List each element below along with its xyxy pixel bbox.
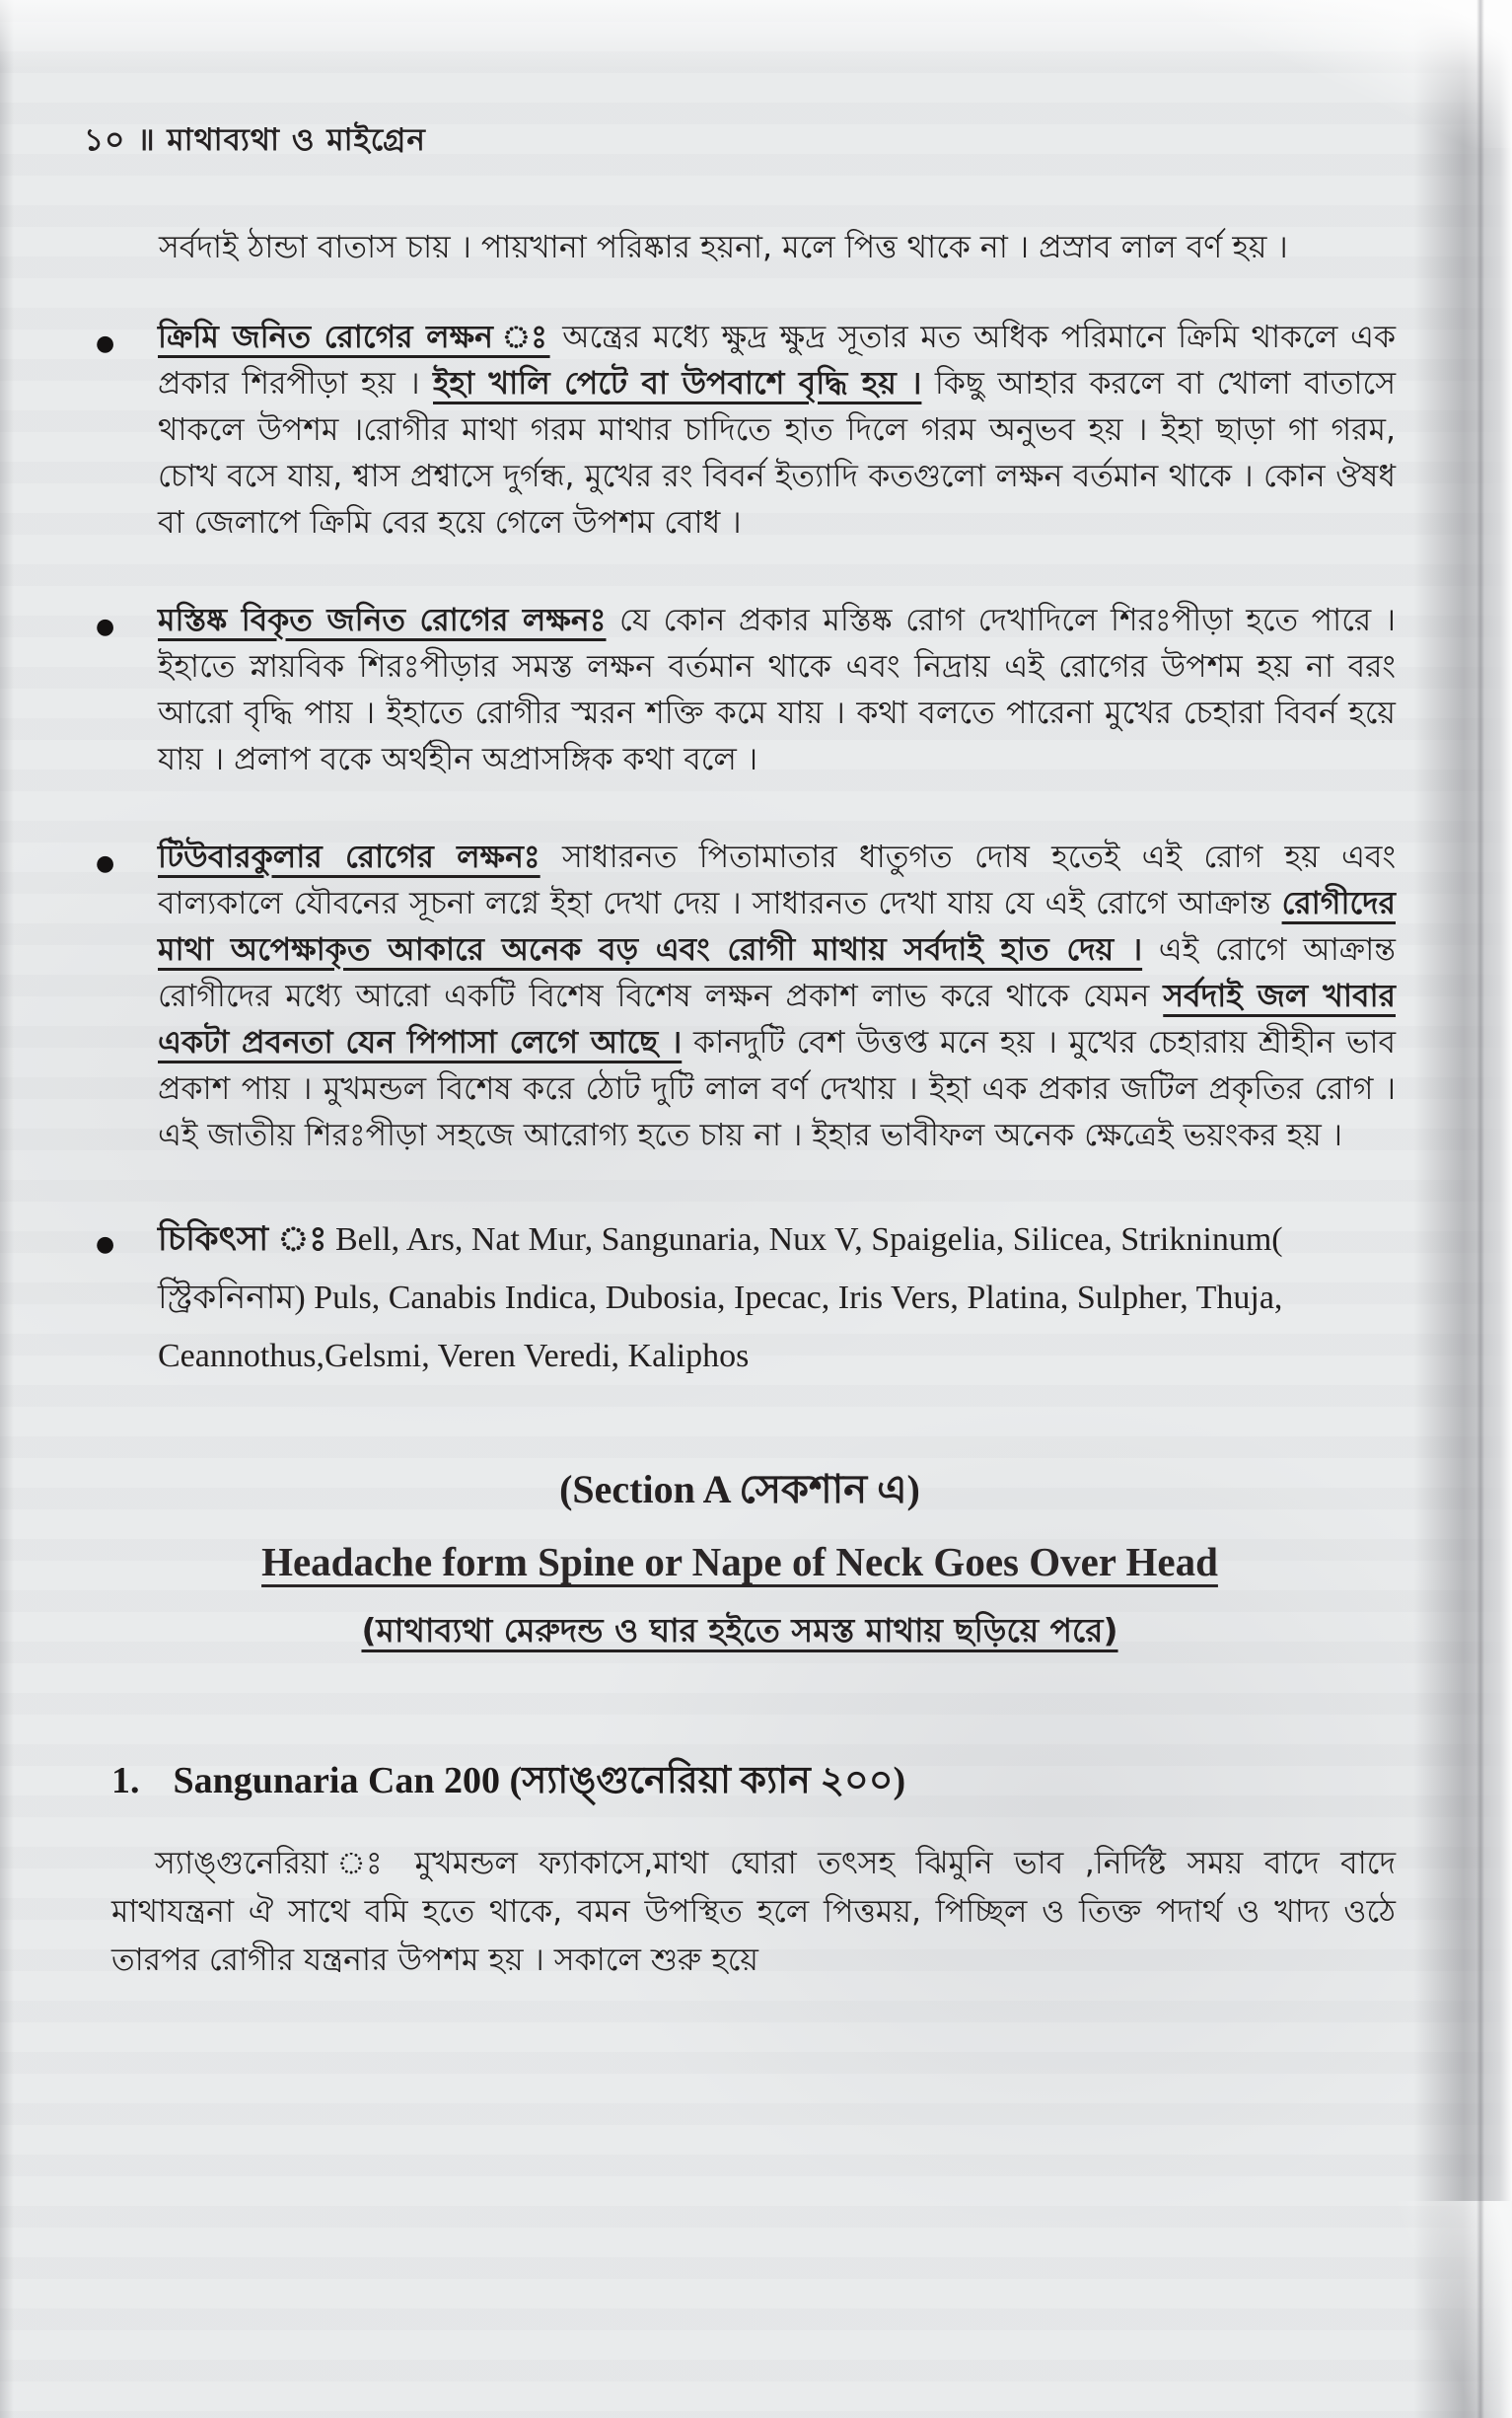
remedy-name: Sangunaria Can 200 (স্যাঙ্গুনেরিয়া ক্যান ২০০) [173,1760,906,1801]
symptom-list [84,315,1396,1385]
page-header [84,116,1396,168]
list-item-worm-symptoms [84,315,1396,547]
remedy-description-paragraph [111,1840,1396,1985]
bullet-heading: টিউবারকুলার রোগের লক্ষনঃ [158,840,540,875]
bullet-dot-icon: ● [96,615,115,639]
bullet-text: সাধারনত পিতামাতার ধাতুগত দোষ হতেই এই রোগ হয় এবং বাল্যকালে যৌবনের সূচনা লগ্নে ইহা দেখা দেয় । সাধারনত দেখা যায় যে এই রোগে আক্রান্ত [158,840,1396,921]
bullet-dot-icon: ● [96,851,115,876]
bullet-dot-icon: ● [96,331,115,356]
bullet-underlined-text: ইহা খালি পেটে বা উপবাশে বৃদ্ধি হয় । [433,366,922,402]
bullet-text: যে কোন প্রকার মস্তিষ্ক রোগ দেখাদিলে শিরঃপীড়া হতে পারে । ইহাতে স্নায়বিক শিরঃপীড়ার সমস্ত লক্ষন বর্তমান থাকে এবং নিদ্রায় এই রোগের উপশম হয় না বরং আরো বৃদ্ধি পায় । ইহাতে রোগীর স্মরন শক্তি কমে যায় । কথা বলতে পারেনা মুখের চেহারা বিবর্ন হয়ে যায় । প্রলাপ বকে অর্থহীন অপ্রাসঙ্গিক কথা বলে । [158,603,1396,777]
bullet-text: কিছু আহার করলে বা খোলা বাতাসে থাকলে উপশম ।রোগীর মাথা গরম মাথার চাদিতে হাত দিলে গরম অনুভব হয় । ইহা ছাড়া গা গরম, চোখ বসে যায়, শ্বাস প্রশ্বাসে দুর্গন্ধ, মুখের রং বিবর্ন ইত্যাদি কতগুলো লক্ষন বর্তমান থাকে । কোন ঔষধ বা জেলাপে ক্রিমি বের হয়ে গেলে উপশম বোধ । [158,366,1396,541]
list-item-brain-disorder-symptoms [84,598,1396,783]
intro-text: সর্বদাই ঠান্ডা বাতাস চায় । পায়খানা পরিষ্কার হয়না, মলে পিত্ত থাকে না । প্রস্রাব লাল বর্ণ হয় । [159,230,1288,265]
remedy-names-list: Bell, Ars, Nat Mur, Sangunaria, Nux V, Spaigelia, Silicea, Strikninum( স্ট্রিকনিনাম) Puls, Canabis Indica, Dubosia, Ipecac, Iris Vers, Platina, Sulpher, Thuja, Ceannothus,Gelsmi, Veren Veredi, Kaliphos [158,1221,1283,1374]
remedy-description-text: স্যাঙ্গুনেরিয়া ঃ মুখমন্ডল ফ্যাকাসে,মাথা ঘোরা তৎসহ ঝিমুনি ভাব ,নির্দিষ্ট সময় বাদে বাদে মাথাযন্ত্রনা ঐ সাথে বমি হতে থাকে, বমন উপস্থিত হলে পিত্তময়, পিচ্ছিল ও তিক্ত পদার্থ ও খাদ্য ওঠে তারপর রোগীর যন্ত্রনার উপশম হয় । সকালে শুরু হয়ে [111,1846,1396,1978]
section-heading-english: Headache form Spine or Nape of Neck Goes Over Head [261,1539,1218,1584]
section-subtitle-bengali: (মাথাব্যথা মেরুদন্ড ও ঘার হইতে সমস্ত মাথায় ছড়িয়ে পরে) [361,1611,1118,1649]
bullet-dot-icon: ● [96,1232,115,1257]
bullet-text: এই রোগে আক্রান্ত রোগীদের মধ্যে আরো একটি বিশেষ বিশেষ লক্ষন প্রকাশ লাভ করে থাকে যেমন [158,932,1396,1014]
page-corner-highlight [1394,2201,1512,2418]
bullet-underlined-text: রোগীদের মাথা অপেক্ষাকৃত আকারে অনেক বড় এবং রোগী মাথায় সর্বদাই হাত দেয় । [158,886,1396,968]
remedy-entry-title [111,1751,1396,1814]
scan-crease-shadow [1476,0,1484,2418]
intro-paragraph [133,225,1396,271]
bullet-underlined-text: সর্বদাই জল খাবার একটা প্রবনতা যেন পিপাসা লেগে আছে । [158,979,1396,1061]
section-heading-block [84,1458,1396,1660]
remedy-number: 1. [111,1760,140,1801]
bullet-text: কানদুটি বেশ উত্তপ্ত মনে হয় । মুখের চেহারায় শ্রীহীন ভাব প্রকাশ পায় । মুখমন্ডল বিশেষ করে ঠোট দুটি লাল বর্ণ দেখায় । ইহা এক প্রকার জটিল প্রকৃতির রোগ । এই জাতীয় শিরঃপীড়া সহজে আরোগ্য হতে চায় না । ইহার ভাবীফল অনেক ক্ষেত্রেই ভয়ংকর হয় । [158,1025,1396,1153]
list-item-tubercular-symptoms [84,835,1396,1159]
section-title: (Section A সেকশান এ) [559,1467,920,1511]
treatment-label: চিকিৎসা ঃ [158,1219,327,1259]
bullet-heading: মস্তিষ্ক বিকৃত জনিত রোগের লক্ষনঃ [158,603,607,638]
bullet-text: অন্ত্রের মধ্যে ক্ষুদ্র ক্ষুদ্র সূতার মত অধিক পরিমানে ক্রিমি থাকলে এক প্রকার শিরপীড়া হয় । [158,320,1396,402]
page-number-and-title: ১০ ॥ মাথাব্যথা ও মাইগ্রেন [84,122,426,158]
bullet-heading: ক্রিমি জনিত রোগের লক্ষন ঃ [158,320,550,355]
list-item-treatment-remedies [84,1210,1396,1385]
